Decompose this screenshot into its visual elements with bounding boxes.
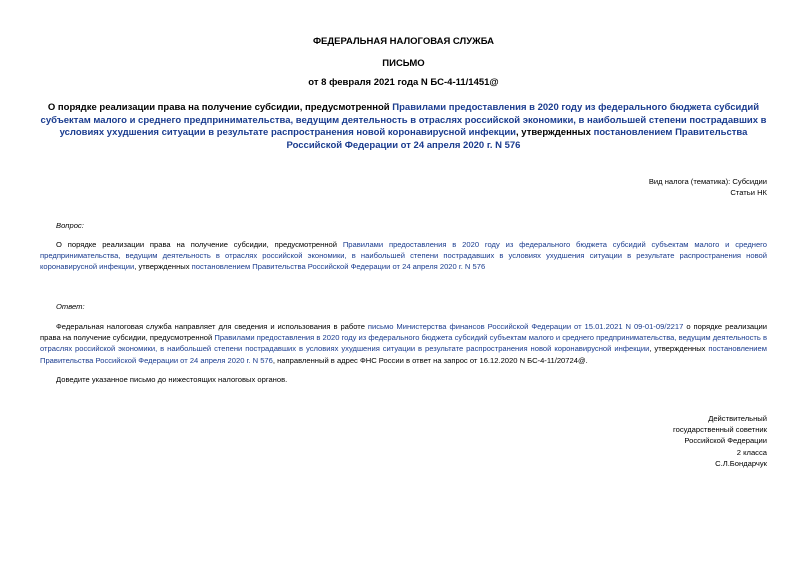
signatory-name: С.Л.Бондарчук bbox=[715, 458, 767, 468]
tax-type: Вид налога (тематика): Субсидии bbox=[648, 177, 767, 186]
answer-rules-link[interactable]: Правилами предоставления в 2020 году из федерального бюджета субсидий субъектам малого и среднего предпринимательства, ведущим деятельность в отраслях российской экономики, в наибольшей степени пострадавших в условиях ухудшения ситуации в результате распространения новой коронавирусной инфекции bbox=[40, 333, 768, 354]
question-rules-link[interactable]: Правилами предоставления в 2020 году из федерального бюджета субсидий субъектам малого и среднего предпринимательства, ведущим деятельность в отраслях российской экономики, в наибольшей степени пострадавших в условиях ухудшения ситуации в результате распространения новой коронавирусной инфекции bbox=[40, 240, 767, 272]
answer-text: Федеральная налоговая служба направляет для сведения и использования в работе bbox=[56, 322, 368, 331]
answer-resolution-link[interactable]: постановлением Правительства Российской Федерации от 24 апреля 2020 г. N 576 bbox=[40, 344, 767, 365]
agency-title: ФЕДЕРАЛЬНАЯ НАЛОГОВАЯ СЛУЖБА bbox=[312, 36, 495, 47]
subject-rules-link[interactable]: Правилами предоставления в 2020 году из федерального бюджета субсидий субъектам малого и среднего предпринимательства, ведущим деятельность в отраслях российской экономики, в наибольшей степени пострадавших в условиях ухудшения ситуации в результате распространения новой коронавирусной инфекции bbox=[40, 102, 767, 139]
nk-articles: Статьи НК bbox=[730, 188, 767, 197]
answer-text: , направленный в адрес ФНС России в ответ на запрос от 16.12.2020 N БС-4-11/20724@. bbox=[272, 355, 588, 365]
question-text: , утвержденных bbox=[134, 262, 192, 272]
answer-text: о порядке реализации права на получение субсидии, предусмотренной bbox=[40, 322, 767, 343]
answer-text: , утвержденных bbox=[649, 344, 709, 354]
subject-text: , утвержденных bbox=[516, 127, 594, 139]
signatory-rank-2: государственный советник bbox=[673, 425, 767, 435]
question-paragraph bbox=[40, 239, 767, 273]
document-subject bbox=[40, 102, 767, 152]
question-text: О порядке реализации права на получение субсидии, предусмотренной bbox=[56, 240, 343, 249]
answer-paragraph bbox=[40, 321, 767, 366]
subject-resolution-link[interactable]: постановлением Правительства Российской Федерации от 24 апреля 2020 г. N 576 bbox=[286, 127, 748, 151]
signature-block bbox=[673, 413, 767, 469]
question-label: Вопрос: bbox=[56, 221, 84, 230]
signatory-rank-1: Действительный bbox=[708, 414, 767, 423]
tax-metadata bbox=[649, 176, 767, 198]
subject-text: О порядке реализации права на получение субсидии, предусмотренной bbox=[47, 102, 393, 113]
question-resolution-link[interactable]: постановлением Правительства Российской Федерации от 24 апреля 2020 г. N 576 bbox=[191, 262, 486, 272]
answer-minfin-letter-link[interactable]: письмо Министерства финансов Российской Федерации от 15.01.2021 N 09-01-09/2217 bbox=[367, 322, 684, 331]
signatory-rank-3: Российской Федерации bbox=[684, 436, 767, 446]
signatory-rank-4: 2 класса bbox=[736, 447, 767, 457]
answer-label: Ответ: bbox=[56, 302, 85, 311]
document-date-number: от 8 февраля 2021 года N БС-4-11/1451@ bbox=[308, 77, 499, 88]
document-type: ПИСЬМО bbox=[382, 58, 425, 69]
closing-instruction: Доведите указанное письмо до нижестоящих налоговых органов. bbox=[56, 375, 288, 384]
